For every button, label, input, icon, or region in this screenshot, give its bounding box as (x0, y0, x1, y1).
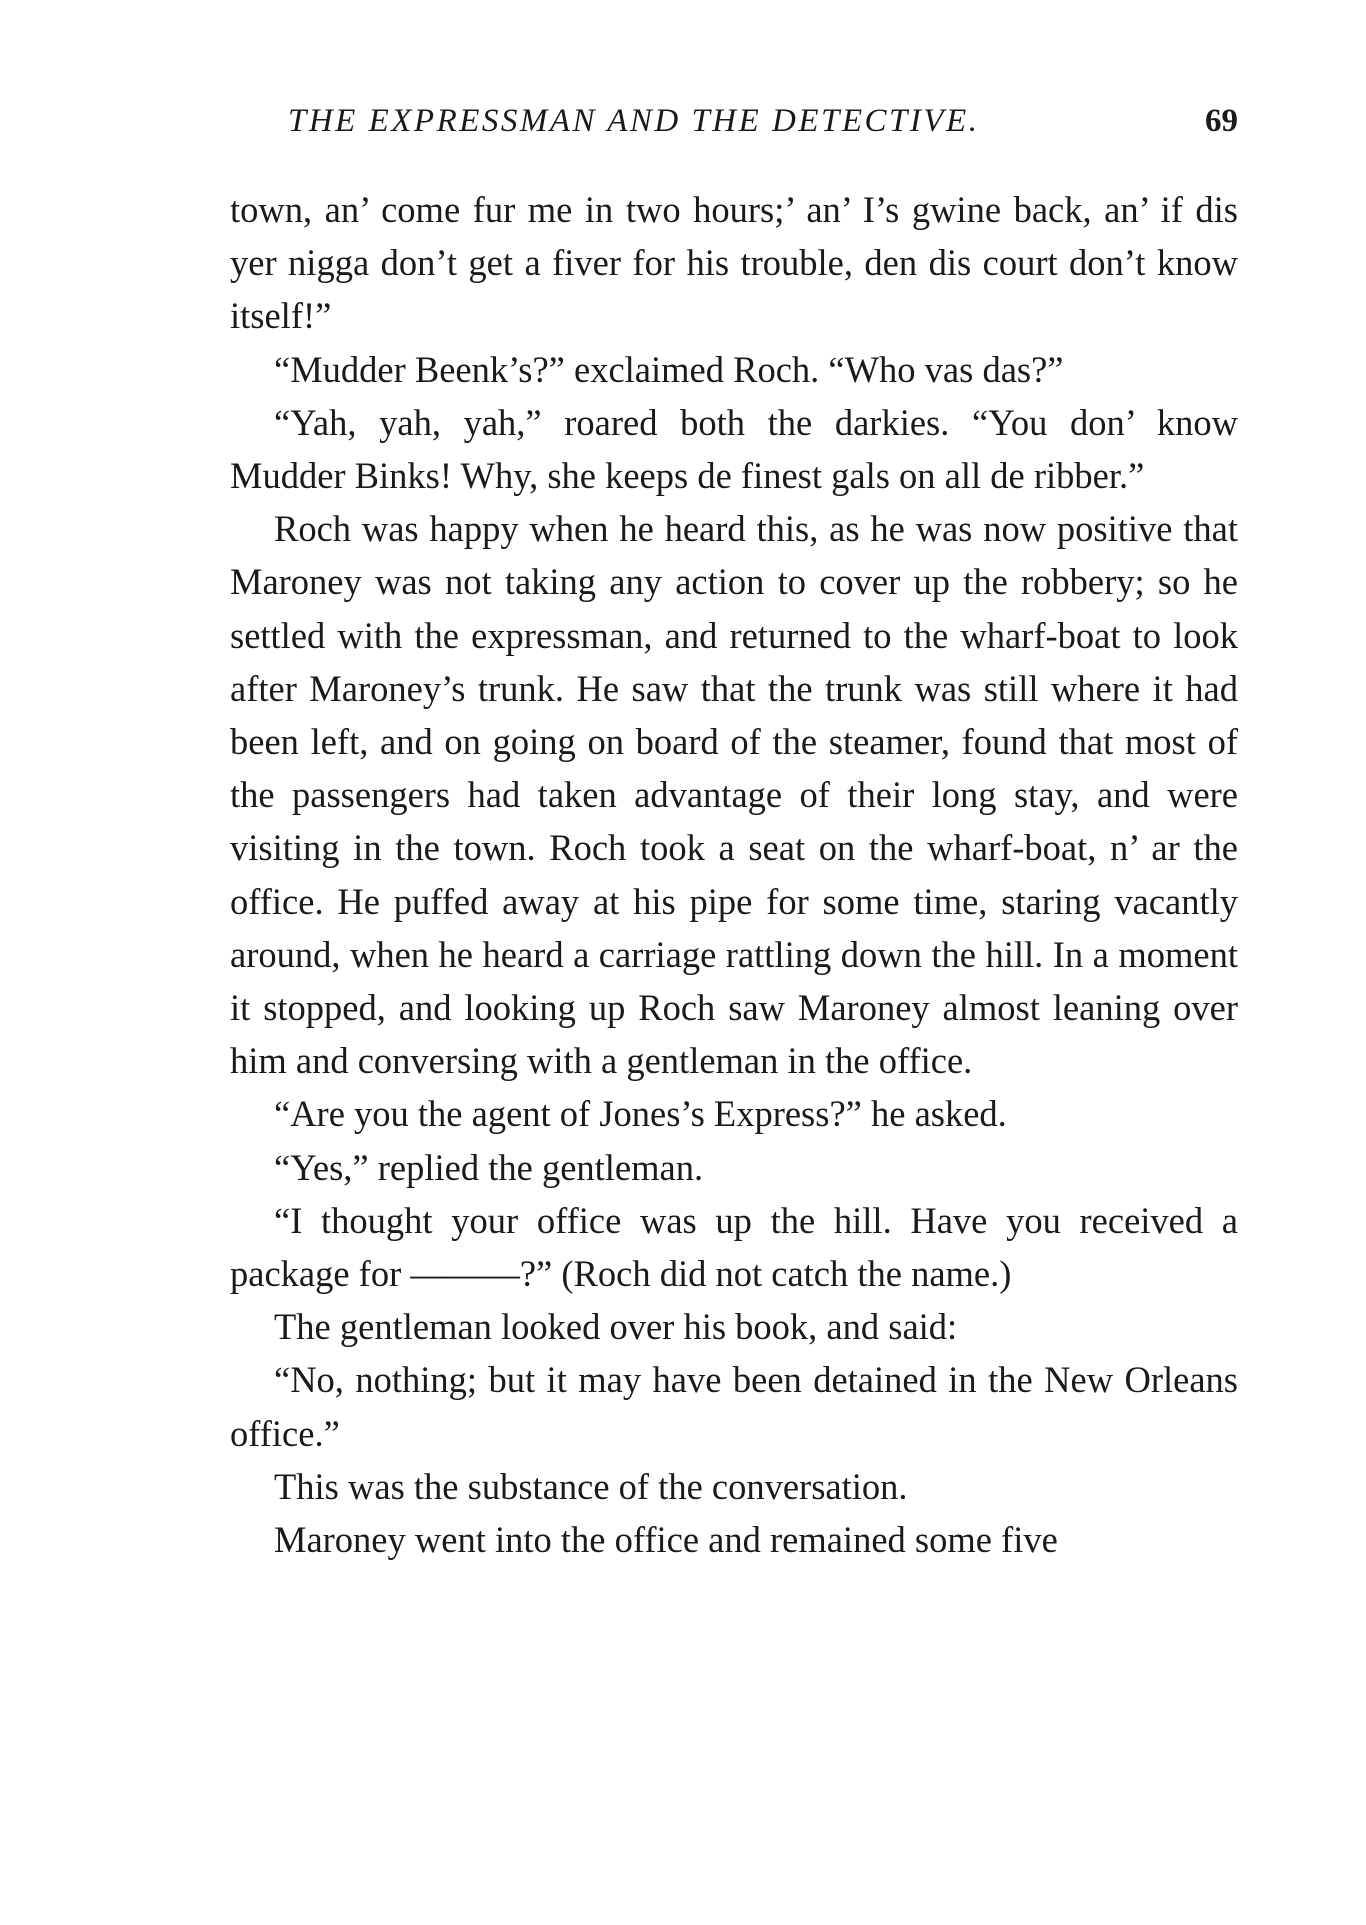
paragraph: “Are you the agent of Jones’s Express?” he asked. (274, 1093, 1007, 1135)
paragraph: Maroney went into the office and remained some five (274, 1519, 1058, 1561)
running-header (288, 103, 1238, 147)
paragraph: The gentleman looked over his book, and said: (274, 1306, 958, 1348)
page-number: 69 (1205, 103, 1238, 139)
paragraph: Roch was happy when he heard this, as he was now positive that Maroney was not taking any action to cover up the robbery; so he settled with the expressman, and returned to the wharf-boat to look after Maroney’s trunk. He saw that the trunk was still where it had been left, and on going on board of the steamer, found that most of the passengers had taken advantage of their long stay, and were visiting in the town. Roch took a seat on the wharf-boat, n’ ar the office. He puffed away at his pipe for some time, staring vacantly around, when he heard a carriage rattling down the hill. In a moment it stopped, and looking up Roch saw Maroney almost leaning over him and conversing with a gentleman in the office. (230, 508, 1238, 1082)
paragraph-continuation: town, an’ come fur me in two hours;’ an’ I’s gwine back, an’ if dis yer nigga don’t get a fiver for his trouble, den dis court don’t know itself!” (230, 189, 1238, 337)
running-title: THE EXPRESSMAN AND THE DETECTIVE. (288, 103, 980, 139)
paragraph: “Mudder Beenk’s?” exclaimed Roch. “Who vas das?” (274, 348, 1064, 390)
paragraph: “No, nothing; but it may have been detained in the New Orleans office.” (230, 1359, 1238, 1454)
paragraph: “I thought your office was up the hill. Have you received a package for ———?” (Roch did not catch the name.) (230, 1199, 1238, 1295)
paragraph: “Yes,” replied the gentleman. (274, 1146, 704, 1188)
paragraph: “Yah, yah, yah,” roared both the darkies. “You don’ know Mudder Binks! Why, she keeps de finest gals on all de ribber.” (230, 401, 1238, 497)
page-body (230, 183, 1238, 1566)
paragraph: This was the substance of the conversation. (274, 1465, 908, 1507)
